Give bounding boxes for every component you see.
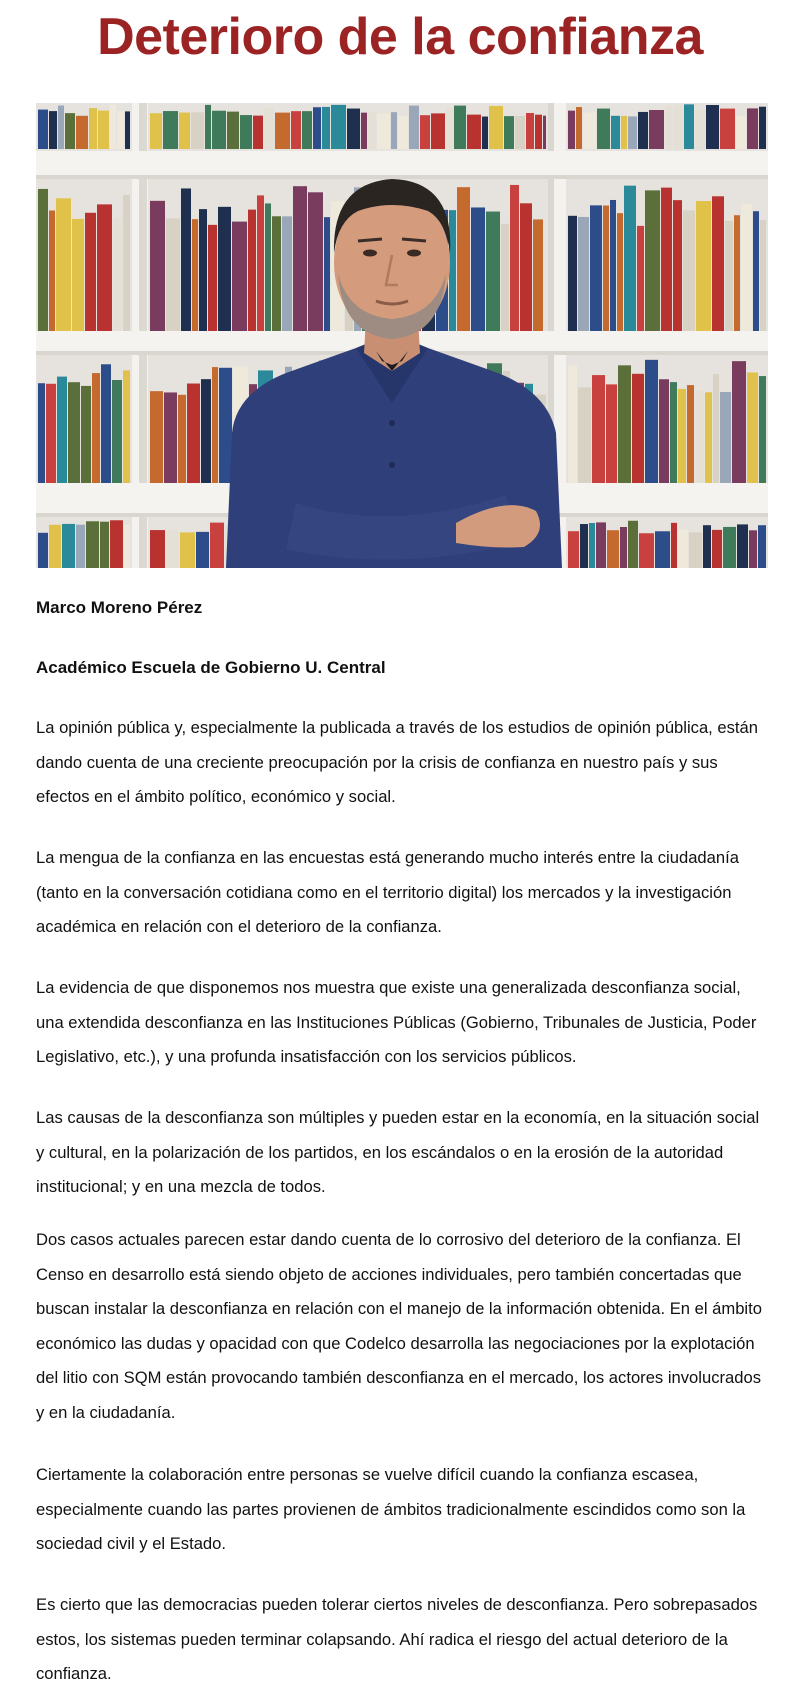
book-spine [302, 111, 312, 149]
article-paragraph-3: La evidencia de que disponemos nos muestra que existe una generalizada desconfianza social, una extendida desconfianza en las Instituciones Públicas (Gobierno, Tribunales de Justicia, Poder Legislativo, etc.), y una profunda insatisfacción con los servicios públicos. [36, 978, 757, 1067]
book-spine [112, 380, 122, 483]
book-spine [543, 116, 546, 149]
book-spine [655, 531, 670, 568]
book-spine [431, 113, 445, 149]
book-spine [81, 386, 91, 483]
book-spine [753, 211, 759, 331]
book-spine [712, 530, 722, 568]
book-spine [446, 108, 453, 149]
book-spine [272, 216, 281, 331]
book-spine [482, 117, 488, 149]
book-spine [723, 527, 736, 568]
book-spine [308, 192, 323, 331]
book-spine [661, 188, 672, 331]
book-spine [736, 116, 746, 149]
book-spine [734, 215, 740, 331]
book-spine [391, 112, 397, 149]
book-spine [38, 189, 48, 331]
book-spine [703, 525, 711, 568]
book-spine [510, 185, 519, 331]
book-spine [670, 382, 677, 483]
book-spine [253, 116, 263, 149]
book-spine [92, 373, 100, 483]
book-spine [568, 366, 577, 483]
book-spine [624, 186, 636, 331]
book-spine [568, 111, 575, 149]
book-spine [117, 111, 124, 149]
book-spine [227, 112, 239, 149]
book-spine [687, 385, 694, 483]
book-spine [282, 216, 292, 331]
book-spine [257, 195, 264, 331]
book-spine [678, 389, 686, 483]
book-spine [123, 195, 130, 331]
book-spine [347, 109, 360, 149]
book-spine [322, 107, 330, 149]
article-paragraph-7: Es cierto que las democracias pueden tolerar ciertos niveles de desconfianza. Pero sobrepasados estos, los sistemas pueden terminar colapsando. Ahí radica el riesgo del actual deterioro de la confianza. [36, 1595, 758, 1684]
book-spine [201, 379, 211, 483]
book-spine [659, 379, 669, 483]
book-spine [759, 376, 766, 483]
book-spine [150, 391, 163, 483]
book-spine [621, 116, 627, 149]
book-spine [72, 219, 84, 331]
book-spine [457, 187, 470, 331]
book-spine [705, 392, 712, 483]
book-spine [760, 220, 766, 331]
book-spine [618, 365, 631, 483]
book-spine [749, 530, 757, 568]
book-spine [150, 201, 165, 331]
book-spine [313, 107, 321, 149]
book-spine [191, 112, 204, 149]
book-spine [603, 206, 609, 331]
book-spine [673, 105, 683, 149]
book-spine [38, 383, 45, 483]
book-spine [208, 225, 217, 331]
book-spine [589, 523, 595, 568]
book-spine [124, 525, 130, 568]
book-spine [580, 524, 588, 568]
book-spine [713, 374, 719, 483]
book-spine [291, 111, 301, 149]
book-spine [597, 109, 610, 149]
book-spine [187, 384, 200, 483]
article-paragraph-1: La opinión pública y, especialmente la publicada a través de los estudios de opinión pública, están dando cuenta de una creciente preocupación por la crisis de confianza en nuestro país y sus efectos en el ámbito político, económico y social. [36, 718, 758, 807]
book-spine [610, 200, 616, 331]
book-spine [97, 204, 112, 331]
book-spine [592, 375, 605, 483]
author-name: Marco Moreno Pérez [36, 598, 203, 617]
book-spine [673, 200, 682, 331]
article-paragraph-4: Las causas de la desconfianza son múltiples y pueden estar en la economía, en la situación social y cultural, en la polarización de los partidos, en los escándalos o en la erosión de la autoridad institucional; y en una mezcla de todos. [36, 1108, 760, 1197]
book-spine [180, 532, 195, 568]
book-spine [720, 392, 731, 483]
book-spine [515, 116, 525, 149]
book-spine [471, 207, 485, 331]
book-spine [324, 217, 330, 331]
book-spine [179, 113, 190, 149]
book-spine [49, 525, 61, 568]
book-spine [49, 211, 55, 331]
book-spine [578, 217, 589, 331]
article-paragraph-6: Ciertamente la colaboración entre personas se vuelve difícil cuando la confianza escasea, especialmente cuando las partes provienen de ámbitos tradicionalmente escindidos como son la sociedad civil y el Estado. [36, 1465, 746, 1554]
book-spine [678, 530, 688, 568]
book-spine [76, 116, 88, 149]
book-spine [62, 524, 75, 568]
book-spine [712, 196, 724, 331]
book-spine [38, 110, 48, 149]
book-spine [645, 360, 658, 483]
book-spine [645, 190, 660, 331]
book-spine [123, 370, 130, 483]
book-spine [163, 111, 178, 149]
book-spine [110, 105, 116, 149]
book-spine [535, 115, 542, 149]
book-spine [409, 106, 419, 149]
book-spine [695, 110, 705, 149]
book-spine [706, 105, 719, 149]
book-spine [377, 113, 390, 149]
article-title: Deterioro de la confianza [97, 8, 703, 66]
book-spine [58, 105, 64, 149]
book-spine [368, 112, 376, 149]
book-spine [150, 113, 162, 149]
book-spine [486, 212, 500, 331]
book-spine [747, 372, 758, 483]
book-spine [576, 107, 582, 149]
book-spine [264, 108, 274, 149]
book-spine [199, 209, 207, 331]
book-spine [617, 213, 623, 331]
book-spine [454, 106, 466, 149]
book-spine [265, 203, 271, 331]
book-spine [695, 391, 704, 483]
book-spine [178, 395, 186, 483]
book-spine [489, 106, 503, 149]
book-spine [665, 105, 672, 149]
book-spine [449, 210, 456, 331]
book-spine [98, 111, 109, 149]
book-spine [520, 203, 532, 331]
book-spine [205, 105, 211, 149]
book-spine [398, 116, 408, 149]
book-spine [68, 382, 80, 483]
book-spine [568, 216, 577, 331]
book-spine [611, 116, 620, 149]
book-spine [620, 527, 627, 568]
book-spine [361, 113, 367, 149]
book-spine [86, 521, 99, 568]
book-spine [219, 368, 232, 483]
book-spine [649, 110, 664, 149]
book-spine [590, 205, 602, 331]
book-spine [607, 530, 619, 568]
book-spine [533, 219, 543, 331]
book-spine [212, 111, 226, 149]
book-spine [737, 524, 748, 568]
book-spine [192, 219, 198, 331]
book-spine [218, 207, 231, 331]
book-spine [275, 113, 290, 149]
book-spine [248, 210, 256, 331]
book-spine [747, 108, 758, 149]
book-spine [689, 532, 702, 568]
book-spine [101, 364, 111, 483]
book-spine [212, 367, 218, 483]
book-spine [467, 115, 481, 149]
book-spine [420, 115, 430, 149]
book-spine [100, 522, 109, 568]
book-spine [637, 226, 644, 331]
book-spine [526, 113, 534, 149]
book-spine [684, 104, 694, 149]
book-spine [293, 186, 307, 331]
book-spine [331, 105, 346, 149]
book-spine [639, 533, 654, 568]
book-spine [57, 377, 67, 483]
book-spine [232, 222, 247, 331]
book-spine [568, 531, 579, 568]
book-spine [85, 213, 96, 331]
book-spine [125, 111, 130, 149]
book-spine [150, 530, 165, 568]
book-spine [578, 387, 591, 483]
author-affiliation: Académico Escuela de Gobierno U. Central [36, 658, 386, 677]
book-spine [720, 109, 735, 149]
book-spine [628, 116, 637, 149]
book-spine [196, 532, 209, 568]
book-spine [638, 112, 648, 149]
book-spine [671, 523, 677, 568]
book-spine [683, 210, 695, 331]
book-spine [113, 218, 122, 331]
book-spine [759, 107, 766, 149]
book-spine [89, 108, 97, 149]
book-spine [65, 113, 75, 149]
book-spine [49, 111, 57, 149]
author-photo [36, 103, 768, 568]
book-spine [164, 392, 177, 483]
book-spine [606, 384, 617, 483]
book-spine [46, 384, 56, 483]
book-spine [632, 374, 644, 483]
bookshelf-portrait-illustration [36, 103, 768, 568]
book-spine [741, 204, 752, 331]
article-paragraph-2: La mengua de la confianza en las encuestas está generando mucho interés entre la ciudadanía (tanto en la conversación cotidiana como en el territorio digital) los mercados y la investigación académica en relación con el deterioro de la confianza. [36, 848, 739, 937]
book-spine [628, 521, 638, 568]
book-spine [76, 525, 85, 568]
book-spine [210, 523, 224, 568]
book-spine [38, 533, 48, 568]
book-spine [501, 224, 509, 331]
article-paragraph-5: Dos casos actuales parecen estar dando cuenta de lo corrosivo del deterioro de la confianza. El Censo en desarrollo está siendo objeto de acciones individuales, pero también concertadas que buscan instalar la desconfianza en relación con el manejo de la información obtenida. En el ámbito económico las dudas y opacidad con que Codelco desarrolla las negociaciones por la explotación del litio con SQM están provocando también desconfianza en el mercado, los actores involucrados y en la ciudadanía. [36, 1230, 762, 1422]
book-spine [240, 115, 252, 149]
book-spine [596, 522, 606, 568]
book-spine [110, 520, 123, 568]
book-spine [181, 188, 191, 331]
book-spine [166, 530, 179, 568]
book-spine [583, 112, 596, 149]
book-spine [504, 116, 514, 149]
book-spine [732, 361, 746, 483]
book-spine [758, 525, 766, 568]
book-spine [696, 201, 711, 331]
book-spine [56, 198, 71, 331]
book-spine [725, 221, 733, 331]
book-spine [166, 219, 180, 331]
